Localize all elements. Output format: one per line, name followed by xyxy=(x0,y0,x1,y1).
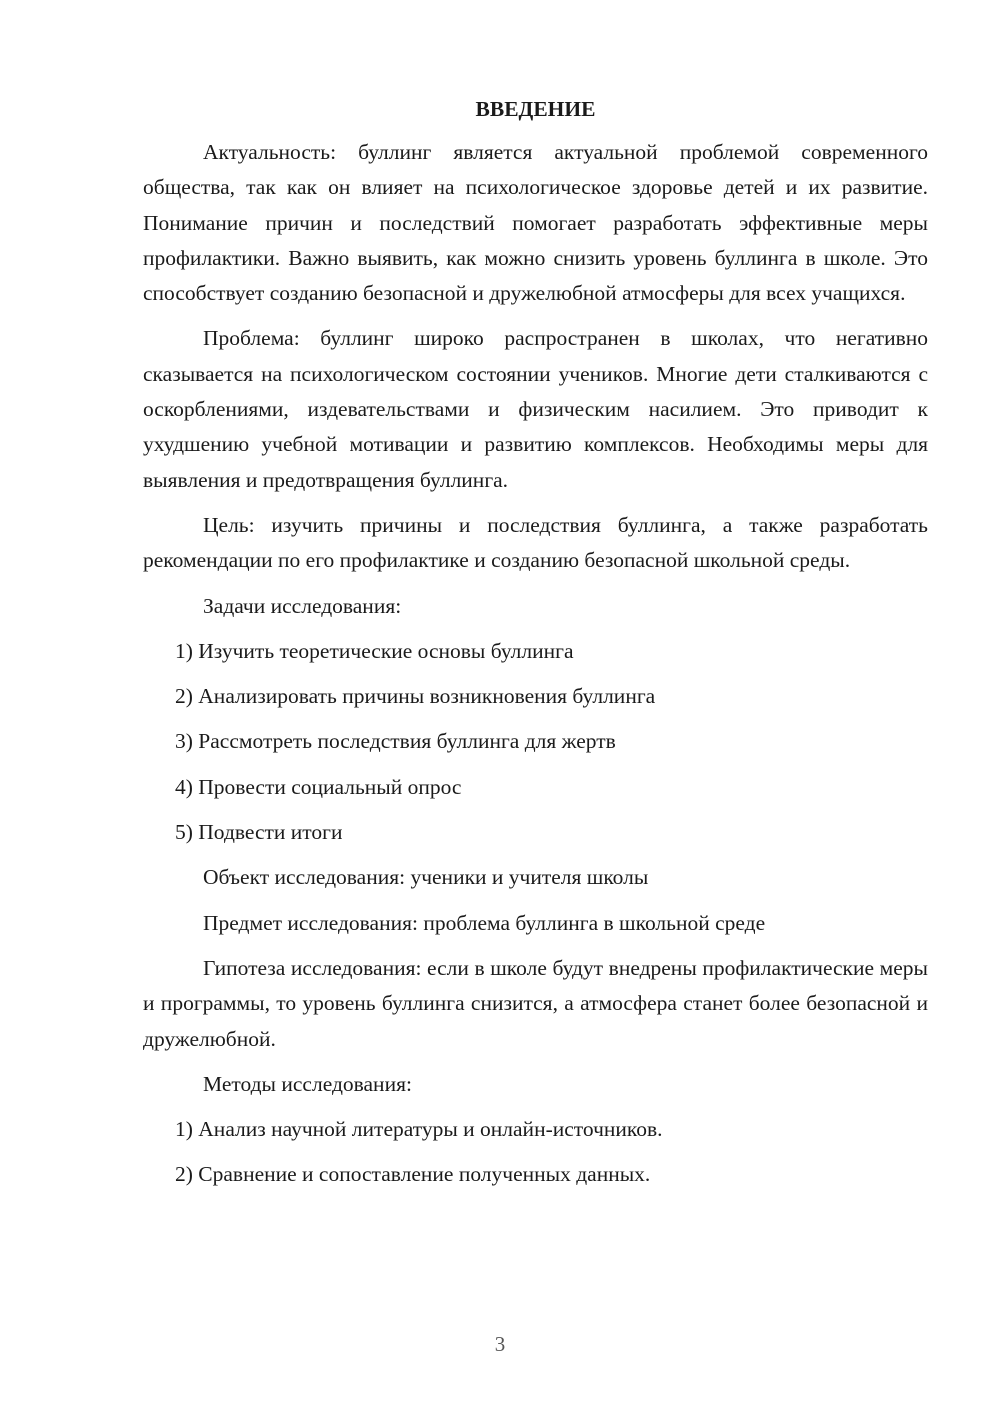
methods-list xyxy=(143,1112,928,1193)
actuality-paragraph: Актуальность: буллинг является актуальной проблемой современного общества, так как он влияет на психологическое здоровье детей и их развитие. Понимание причин и последствий помогает разработать эффективные меры профилактики. Важно выявить, как можно снизить уровень буллинга в школе. Это способствует созданию безопасной и дружелюбной атмосферы для всех учащихся. xyxy=(143,140,928,306)
object-paragraph: Объект исследования: ученики и учителя школы xyxy=(203,865,649,890)
tasks-list xyxy=(143,634,928,850)
methods-heading: Методы исследования: xyxy=(203,1071,412,1096)
document-page xyxy=(143,92,928,1203)
list-item: 5) Подвести итоги xyxy=(175,820,343,845)
subject-paragraph: Предмет исследования: проблема буллинга в школьной среде xyxy=(203,910,766,935)
goal-paragraph: Цель: изучить причины и последствия буллинга, а также разработать рекомендации по его профилактике и созданию безопасной школьной среды. xyxy=(143,512,928,573)
list-item: 4) Провести социальный опрос xyxy=(175,774,462,799)
list-item: 2) Сравнение и сопоставление полученных данных. xyxy=(175,1162,651,1187)
list-item: 3) Рассмотреть последствия буллинга для жертв xyxy=(175,729,616,754)
list-item: 1) Изучить теоретические основы буллинга xyxy=(175,638,574,663)
tasks-heading: Задачи исследования: xyxy=(203,593,402,618)
list-item: 2) Анализировать причины возникновения буллинга xyxy=(175,684,656,709)
list-item: 1) Анализ научной литературы и онлайн-источников. xyxy=(175,1117,663,1142)
section-title: ВВЕДЕНИЕ xyxy=(475,97,596,121)
problem-paragraph: Проблема: буллинг широко распространен в школах, что негативно сказывается на психологическом состоянии учеников. Многие дети сталкиваются с оскорблениями, издевательствами и физическим насилием. Это приводит к ухудшению учебной мотивации и развитию комплексов. Необходимы меры для выявления и предотвращения буллинга. xyxy=(143,326,928,492)
hypothesis-paragraph: Гипотеза исследования: если в школе будут внедрены профилактические меры и программы, то уровень буллинга снизится, а атмосфера станет более безопасной и дружелюбной. xyxy=(143,955,928,1051)
page-number: 3 xyxy=(494,1332,506,1356)
